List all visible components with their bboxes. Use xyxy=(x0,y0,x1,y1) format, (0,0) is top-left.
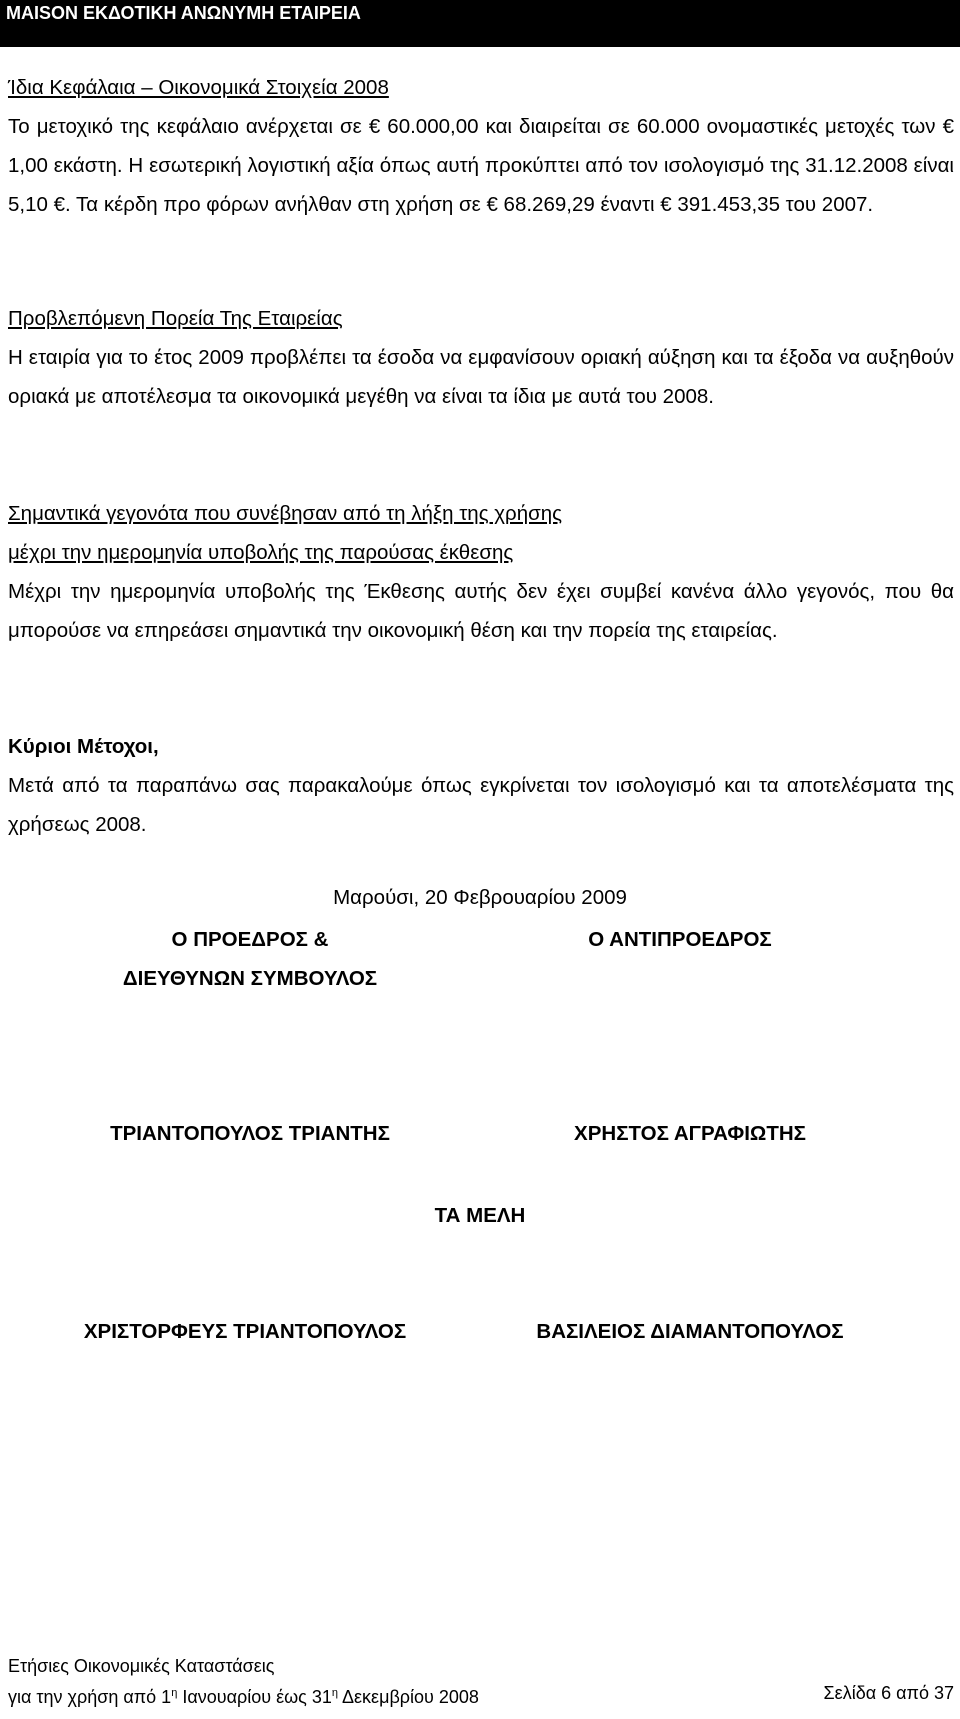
document-header xyxy=(0,0,960,44)
footer-period: για την χρήση από $1^\eta$ Ιανουαρίου έως $31^\eta$ Δεκεμβρίου 2008 xyxy=(8,1687,479,1707)
vice-president-name: ΧΡΗΣΤΟΣ ΑΓΡΑΦΙΩΤΗΣ xyxy=(574,1122,806,1145)
events-heading-line2: μέχρι την ημερομηνία υποβολής της παρούσας έκθεσης xyxy=(8,541,514,564)
members-label: ΤΑ ΜΕΛΗ xyxy=(434,1204,526,1227)
page-number: Σελίδα 6 από 37 xyxy=(823,1683,954,1703)
place-date: Μαρούσι, 20 Φεβρουαρίου 2009 xyxy=(333,886,627,909)
equity-heading: Ίδια Κεφάλαια – Οικονομικά Στοιχεία 2008 xyxy=(8,76,389,99)
events-paragraph: Μέχρι την ημερομηνία υποβολής της Έκθεσης αυτής δεν έχει συμβεί κανένα άλλο γεγονός, που θα μπορούσε να επηρεάσει σημαντικά την οικονομική θέση και την πορεία της εταιρείας. xyxy=(8,580,954,642)
equity-paragraph: Το μετοχικό της κεφάλαιο ανέρχεται σε € 60.000,00 και διαιρείται σε 60.000 ονομαστικές μετοχές των € 1,00 εκάστη. Η εσωτερική λογιστική αξία όπως αυτή προκύπτει από τον ισολογισμό της 31.12.2008 είναι 5,10 €. Τα κέρδη προ φόρων ανήλθαν στη χρήση σε € 68.269,29 έναντι € 391.453,35 του 2007. xyxy=(8,115,954,216)
president-title: Ο ΠΡΟΕΔΡΟΣ & ΔΙΕΥΘΥΝΩΝ ΣΥΜΒΟΥΛΟΣ xyxy=(122,928,378,990)
president-name: ΤΡΙΑΝΤΟΠΟΥΛΟΣ ΤΡΙΑΝΤΗΣ xyxy=(110,1122,390,1145)
events-heading-line1: Σημαντικά γεγονότα που συνέβησαν από τη λήξη της χρήσης xyxy=(8,502,563,525)
member-name-2: ΒΑΣΙΛΕΙΟΣ ΔΙΑΜΑΝΤΟΠΟΥΛΟΣ xyxy=(536,1320,844,1343)
closing-paragraph: Μετά από τα παραπάνω σας παρακαλούμε όπως εγκρίνεται τον ισολογισμό και τα αποτελέσματα της χρήσεως 2008. xyxy=(8,774,954,836)
outlook-paragraph: Η εταιρία για το έτος 2009 προβλέπει τα έσοδα να εμφανίσουν οριακή αύξηση και τα έξοδα να αυξηθούν οριακά με αποτέλεσμα τα οικονομικά μεγέθη να είναι τα ίδια με αυτά του 2008. xyxy=(8,346,954,408)
shareholders-salutation: Κύριοι Μέτοχοι, xyxy=(8,735,159,758)
footer-title: Ετήσιες Οικονομικές Καταστάσεις xyxy=(8,1656,275,1676)
outlook-heading: Προβλεπόμενη Πορεία Της Εταιρείας xyxy=(8,307,343,330)
vice-president-title: Ο ΑΝΤΙΠΡΟΕΔΡΟΣ xyxy=(588,928,772,951)
company-name: MAISON ΕΚΔΟΤΙΚΗ ΑΝΩΝΥΜΗ ΕΤΑΙΡΕΙΑ xyxy=(6,3,361,23)
member-name-1: ΧΡΙΣΤΟΡΦΕΥΣ ΤΡΙΑΝΤΟΠΟΥΛΟΣ xyxy=(83,1320,407,1343)
header-divider xyxy=(0,44,960,47)
